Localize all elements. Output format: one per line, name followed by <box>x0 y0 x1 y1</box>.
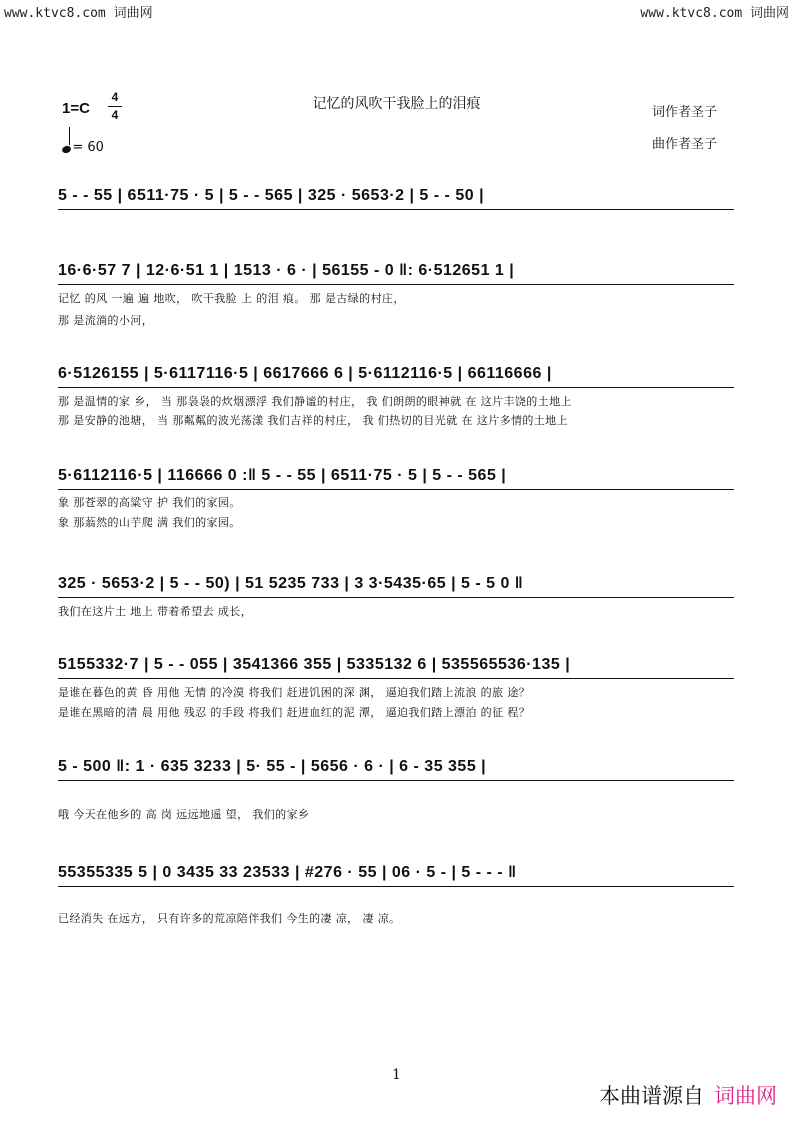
tempo-value: = 60 <box>72 140 104 155</box>
beam-underline <box>58 678 734 679</box>
score-line-7 <box>58 758 734 821</box>
notation: 5155332·7 | 5 - - 055 | 3541366 355 | 5335132 6 | 535565536·135 | <box>58 656 571 673</box>
source-footer <box>599 1080 777 1110</box>
note-stem <box>69 127 70 145</box>
lyricist-credit: 词作者圣子 <box>652 105 718 120</box>
beam-underline <box>58 284 734 285</box>
beam-underline <box>58 387 734 388</box>
lyrics-verse-1: 记忆 的风 一遍 遍 地吹， 吹干我脸 上 的泪 痕。 那 是古绿的村庄， <box>58 292 405 305</box>
score-line-3 <box>58 365 734 427</box>
lyrics-verse-1: 我们在这片土 地上 带着希望去 成长， <box>58 605 253 618</box>
footer-text: 本曲谱源自 <box>599 1084 704 1108</box>
lyrics-verse-1: 那 是温情的家 乡， 当 那袅袅的炊烟漂浮 我们静谧的村庄， 我 们朗朗的眼神就 在 这片丰饶的土地上 <box>58 395 572 408</box>
lyrics-verse-2: 象 那蓊然的山芋爬 满 我们的家园。 <box>58 516 241 529</box>
notation: 16·6·57 7 | 12·6·51 1 | 1513 · 6 · | 56155 - 0 ‖: 6·512651 1 | <box>58 262 515 279</box>
score-line-1 <box>58 187 734 229</box>
tempo-marking <box>62 133 104 155</box>
lyrics-verse-1: 哦 今天在他乡的 高 岗 远远地遥 望， 我们的家乡 <box>58 808 310 821</box>
lyrics-verse-1: 是谁在暮色的黄 昏 用他 无情 的冷漠 将我们 赶进饥困的深 渊， 逼迫我们踏上流浪 的旅 途？ <box>58 686 531 699</box>
score-line-5 <box>58 575 734 617</box>
composer-credit: 曲作者圣子 <box>652 137 718 152</box>
footer-brand[interactable]: 词曲网 <box>714 1084 777 1108</box>
watermark-right: www.ktvc8.com 词曲网 <box>640 6 789 21</box>
beam-underline <box>58 780 734 781</box>
notation: 5 - - 55 | 6511·75 · 5 | 5 - - 565 | 325 · 5653·2 | 5 - - 50 | <box>58 187 485 204</box>
notation: 5·6112116·5 | 116666 0 :‖ 5 - - 55 | 6511·75 · 5 | 5 - - 565 | <box>58 467 507 484</box>
beam-underline <box>58 209 734 210</box>
quarter-note-icon <box>61 145 72 155</box>
watermark-left: www.ktvc8.com 词曲网 <box>4 6 153 21</box>
lyrics-verse-2: 那 是流淌的小河， <box>58 314 154 327</box>
notation: 55355335 5 | 0 3435 33 23533 | #276 · 55 | 06 · 5 - | 5 - - - ‖ <box>58 864 517 881</box>
page-number: 1 <box>392 1067 401 1083</box>
lyrics-verse-2: 是谁在黑暗的清 晨 用他 残忍 的手段 将我们 赶进血红的泥 潭， 逼迫我们踏上漂泊 的征 程？ <box>58 706 531 719</box>
score-line-8 <box>58 864 734 925</box>
beam-underline <box>58 597 734 598</box>
score-line-4 <box>58 467 734 529</box>
notation: 6·5126155 | 5·6117116·5 | 6617666 6 | 5·6112116·5 | 66116666 | <box>58 365 552 382</box>
score-line-6 <box>58 656 734 719</box>
beam-underline <box>58 489 734 490</box>
notation: 325 · 5653·2 | 5 - - 50) | 51 5235 733 | 3 3·5435·65 | 5 - 5 0 ‖ <box>58 575 524 592</box>
key-signature: 1=C <box>62 100 90 117</box>
meter-top: 4 <box>111 90 119 104</box>
meter-bottom: 4 <box>111 108 119 122</box>
song-title: 记忆的风吹干我脸上的泪痕 <box>312 96 481 112</box>
lyrics-verse-1: 已经消失 在远方， 只有许多的荒凉陪伴我们 今生的凄 凉， 凄 凉。 <box>58 912 401 925</box>
lyrics-verse-2: 那 是安静的池塘， 当 那粼粼的波光荡漾 我们吉祥的村庄， 我 们热切的目光就 在 这片多情的土地上 <box>58 414 568 427</box>
lyrics-verse-1: 象 那苍翠的高粱守 护 我们的家园。 <box>58 496 241 509</box>
beam-underline <box>58 886 734 887</box>
notation: 5 - 500 ‖: 1 · 635 3233 | 5· 55 - | 5656 · 6 · | 6 - 35 355 | <box>58 758 487 775</box>
score-line-2 <box>58 262 734 327</box>
